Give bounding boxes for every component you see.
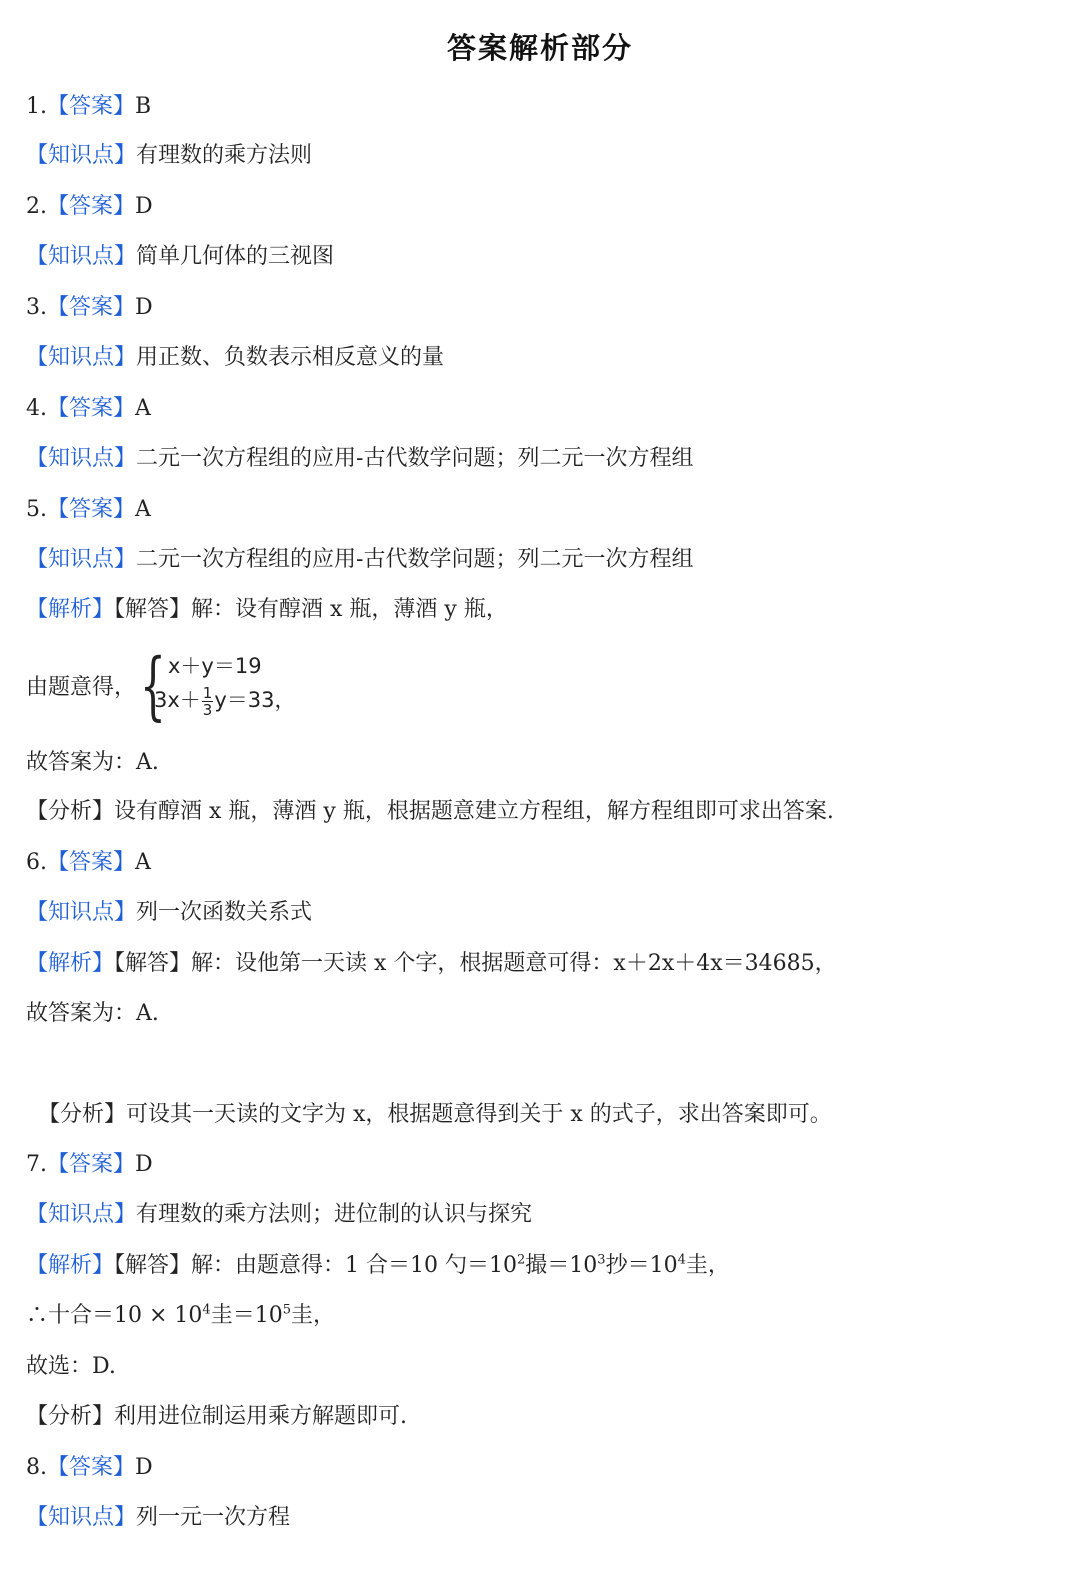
q5-knowledge-line	[26, 545, 693, 575]
q3-answer: D	[135, 295, 153, 320]
knowledge-tag: 【知识点】	[26, 547, 137, 572]
q7-knowledge-line	[26, 1200, 532, 1230]
q4-number: 4.	[26, 396, 47, 421]
q5-eq-end: ，	[274, 688, 296, 712]
answer-tag: 【答案】	[47, 295, 136, 320]
answer-tag: 【答案】	[47, 497, 136, 522]
q1-knowledge: 有理数的乘方法则	[136, 143, 313, 168]
q7-conclusion-line	[26, 1352, 116, 1382]
exponent: 3	[597, 1252, 606, 1268]
q5-eq2-part-a: 3x＋	[154, 688, 201, 712]
answer-tag: 【答案】	[47, 396, 136, 421]
q5-solution-line	[26, 595, 508, 625]
q3-knowledge: 用正数、负数表示相反意义的量	[136, 345, 445, 370]
q4-answer: A	[135, 396, 151, 421]
exponent: 4	[677, 1252, 686, 1268]
fraction-numerator: 1	[202, 683, 213, 702]
q2-answer-line	[26, 192, 153, 222]
knowledge-tag: 【知识点】	[26, 1202, 137, 1227]
q7-therefore-line	[26, 1301, 335, 1331]
q5-solution: 解：设有醇酒 x 瓶，薄酒 y 瓶，	[191, 597, 508, 622]
q6-conclusion: 故答案为：A.	[26, 1001, 159, 1026]
q4-knowledge-line	[26, 444, 693, 474]
q8-number: 8.	[26, 1455, 47, 1480]
q5-conclusion: 故答案为：A.	[26, 750, 159, 775]
analysis-tag: 【解析】	[26, 1253, 115, 1278]
q4-knowledge: 二元一次方程组的应用-古代数学问题；列二元一次方程组	[136, 446, 694, 471]
solution-tag: 【解答】	[114, 597, 192, 622]
q1-knowledge-line	[26, 141, 312, 171]
q6-commentary-line	[38, 1100, 832, 1130]
q5-system-lead: 由题意得，	[26, 675, 137, 700]
knowledge-tag: 【知识点】	[26, 345, 137, 370]
q5-equation-2	[154, 684, 296, 718]
knowledge-tag: 【知识点】	[26, 143, 137, 168]
q5-eq2-part-b: y＝33	[214, 688, 275, 712]
q8-knowledge-line	[26, 1503, 290, 1533]
fraction-denominator: 3	[202, 700, 213, 719]
q8-answer-line	[26, 1453, 153, 1483]
q2-knowledge: 简单几何体的三视图	[136, 244, 335, 269]
q6-solution-line	[26, 949, 837, 979]
q2-knowledge-line	[26, 242, 334, 272]
page-title: 答案解析部分	[446, 31, 633, 65]
solution-tag: 【解答】	[114, 951, 192, 976]
q2-number: 2.	[26, 194, 47, 219]
q6-conclusion-line	[26, 999, 159, 1029]
analysis-tag: 【解析】	[26, 951, 115, 976]
q7-solution-line	[26, 1251, 730, 1281]
q7-commentary-line	[26, 1402, 407, 1432]
solution-tag: 【解答】	[114, 1253, 192, 1278]
q3-answer-line	[26, 293, 153, 323]
q7-commentary: 利用进位制运用乘方解题即可.	[114, 1404, 408, 1429]
answer-tag: 【答案】	[47, 194, 136, 219]
q1-answer-line	[26, 92, 151, 122]
exponent: 4	[202, 1302, 211, 1318]
answer-tag: 【答案】	[47, 850, 136, 875]
q6-number: 6.	[26, 850, 47, 875]
q7-therefore-1: ∴十合＝10 × 10	[26, 1303, 203, 1328]
knowledge-tag: 【知识点】	[26, 1505, 137, 1530]
q5-conclusion-line	[26, 748, 159, 778]
answer-tag: 【答案】	[47, 1152, 136, 1177]
q7-solution-3: 抄＝10	[605, 1253, 678, 1278]
q6-answer: A	[135, 850, 151, 875]
q7-therefore-3: 圭，	[290, 1303, 335, 1328]
q7-answer: D	[135, 1152, 153, 1177]
knowledge-tag: 【知识点】	[26, 244, 137, 269]
q7-answer-line	[26, 1150, 153, 1180]
q3-knowledge-line	[26, 343, 444, 373]
q7-knowledge: 有理数的乘方法则；进位制的认识与探究	[136, 1202, 533, 1227]
fraction-one-third	[202, 685, 214, 718]
q1-answer: B	[135, 94, 152, 119]
q5-answer: A	[135, 497, 151, 522]
commentary-tag: 【分析】	[26, 799, 115, 824]
q5-commentary: 设有醇酒 x 瓶，薄酒 y 瓶，根据题意建立方程组，解方程组即可求出答案.	[114, 799, 834, 824]
commentary-tag: 【分析】	[38, 1102, 127, 1127]
q6-commentary: 可设其一天读的文字为 x，根据题意得到关于 x 的式子，求出答案即可。	[126, 1102, 832, 1127]
answer-tag: 【答案】	[47, 1455, 136, 1480]
q5-number: 5.	[26, 497, 47, 522]
q6-knowledge-line	[26, 898, 312, 928]
knowledge-tag: 【知识点】	[26, 900, 137, 925]
q5-knowledge: 二元一次方程组的应用-古代数学问题；列二元一次方程组	[136, 547, 694, 572]
q8-answer: D	[135, 1455, 153, 1480]
q5-equation-1: x＋y＝19	[168, 654, 262, 678]
q7-number: 7.	[26, 1152, 47, 1177]
q1-number: 1.	[26, 94, 47, 119]
q7-conclusion: 故选：D.	[26, 1354, 116, 1379]
q6-solution: 解：设他第一天读 x 个字，根据题意可得：x＋2x＋4x＝34685，	[191, 951, 837, 976]
q5-commentary-line	[26, 797, 834, 827]
q3-number: 3.	[26, 295, 47, 320]
q8-knowledge: 列一元一次方程	[136, 1505, 291, 1530]
exponent: 5	[282, 1302, 291, 1318]
q7-solution-4: 圭，	[685, 1253, 730, 1278]
answer-tag: 【答案】	[47, 94, 136, 119]
q6-answer-line	[26, 848, 151, 878]
q2-answer: D	[135, 194, 153, 219]
exponent: 2	[517, 1252, 526, 1268]
knowledge-tag: 【知识点】	[26, 446, 137, 471]
commentary-tag: 【分析】	[26, 1404, 115, 1429]
q5-answer-line	[26, 495, 151, 525]
q6-knowledge: 列一次函数关系式	[136, 900, 313, 925]
q7-solution-1: 解：由题意得：1 合＝10 勺＝10	[191, 1253, 518, 1278]
q7-solution-2: 撮＝10	[525, 1253, 598, 1278]
left-brace: {	[140, 643, 166, 729]
q4-answer-line	[26, 394, 151, 424]
q7-therefore-2: 圭＝10	[210, 1303, 283, 1328]
analysis-tag: 【解析】	[26, 597, 115, 622]
